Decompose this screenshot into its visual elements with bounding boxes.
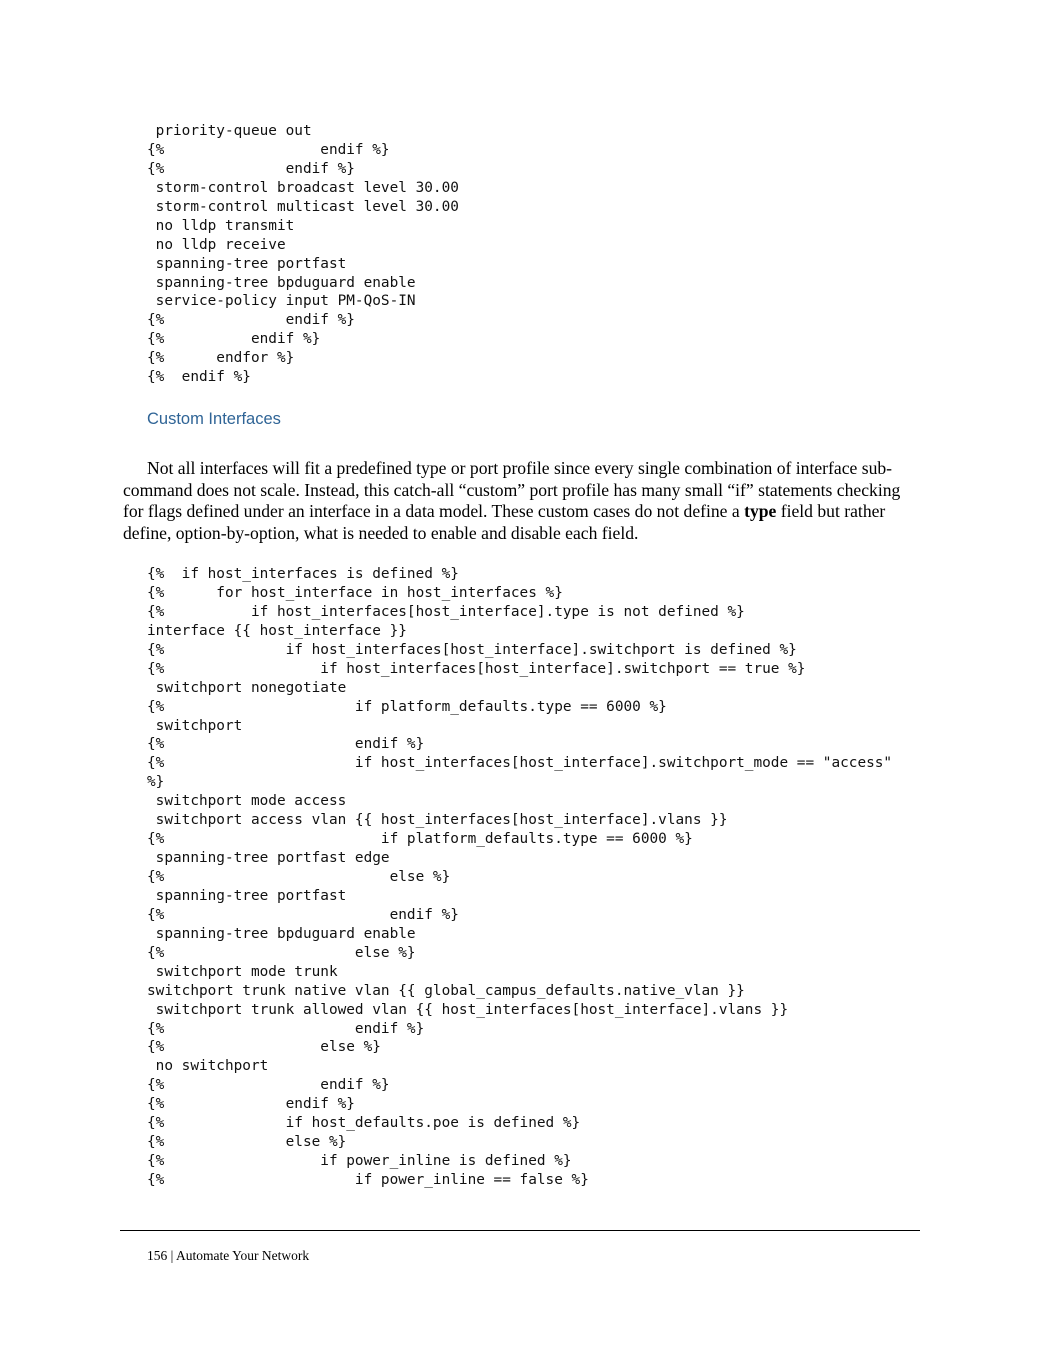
code-line: switchport xyxy=(147,717,243,734)
section-heading: Custom Interfaces xyxy=(147,410,281,428)
code-line: {% else %} xyxy=(147,1134,347,1151)
code-line: {% if host_defaults.poe is defined %} xyxy=(147,1115,581,1132)
code-line: interface {{ host_interface }} xyxy=(147,622,407,639)
code-line: {% if host_interfaces[host_interface].switchport == true %} xyxy=(147,660,806,677)
code-line: {% endif %} xyxy=(147,312,355,329)
code-line: switchport mode trunk xyxy=(147,963,338,980)
code-block-top xyxy=(147,122,459,387)
page-footer: 156 | Automate Your Network xyxy=(147,1248,310,1263)
code-line: {% else %} xyxy=(147,1039,381,1056)
code-line: {% endif %} xyxy=(147,1077,390,1094)
code-line: {% if platform_defaults.type == 6000 %} xyxy=(147,698,667,715)
code-line: switchport nonegotiate xyxy=(147,679,347,696)
paragraph-text-1: Not all interfaces will fit a predefined type or port profile since every single combination of interface sub-command does not scale. Instead, this catch-all “custom” port profile has many small “if” statements checking for flags defined under an interface in a data model. These custom cases do not define a xyxy=(123,458,901,522)
code-line: {% if host_interfaces[host_interface].switchport is defined %} xyxy=(147,641,797,658)
code-line: spanning-tree bpduguard enable xyxy=(147,925,416,942)
code-line: {% for host_interface in host_interfaces %} xyxy=(147,584,563,601)
paragraph-text-2: field but rather define, option-by-option, what is needed to enable and disable each field. xyxy=(123,501,886,544)
code-line: {% if power_inline == false %} xyxy=(147,1172,589,1188)
code-line: {% endif %} xyxy=(147,1020,425,1037)
code-line: {% if platform_defaults.type == 6000 %} xyxy=(147,831,693,848)
code-line: {% else %} xyxy=(147,944,416,961)
code-line: {% endif %} xyxy=(147,369,251,386)
code-line: storm-control multicast level 30.00 xyxy=(147,198,459,215)
code-line: {% endif %} xyxy=(147,736,425,753)
code-line: {% if host_interfaces[host_interface].type is not defined %} xyxy=(147,603,745,620)
code-line: switchport mode access xyxy=(147,793,347,810)
code-line: no lldp receive xyxy=(147,236,286,253)
code-line: priority-queue out xyxy=(147,123,312,139)
paragraph-bold-term: type xyxy=(744,501,777,522)
code-block-bottom xyxy=(147,565,892,1190)
code-line: no lldp transmit xyxy=(147,217,295,234)
code-line: {% if host_interfaces is defined %} xyxy=(147,566,459,582)
code-line: spanning-tree portfast xyxy=(147,255,347,272)
footer-divider xyxy=(120,1230,920,1231)
code-line: %} xyxy=(147,774,165,791)
code-line: {% endif %} xyxy=(147,1096,355,1113)
code-line: spanning-tree portfast edge xyxy=(147,850,390,867)
code-line: {% endif %} xyxy=(147,906,459,923)
code-line: {% endif %} xyxy=(147,331,321,348)
code-line: service-policy input PM-QoS-IN xyxy=(147,293,416,310)
code-line: {% if power_inline is defined %} xyxy=(147,1153,572,1170)
code-line: spanning-tree bpduguard enable xyxy=(147,274,416,291)
code-line: {% else %} xyxy=(147,869,451,885)
code-line: switchport trunk allowed vlan {{ host_interfaces[host_interface].vlans }} xyxy=(147,1001,789,1018)
body-paragraph xyxy=(123,458,913,545)
code-line: storm-control broadcast level 30.00 xyxy=(147,179,459,196)
code-line: no switchport xyxy=(147,1058,269,1075)
code-line: {% endif %} xyxy=(147,160,355,177)
code-line: switchport trunk native vlan {{ global_campus_defaults.native_vlan }} xyxy=(147,982,745,999)
code-line: {% endfor %} xyxy=(147,350,295,367)
code-line: switchport access vlan {{ host_interfaces[host_interface].vlans }} xyxy=(147,812,728,829)
code-line: spanning-tree portfast xyxy=(147,887,347,904)
code-line: {% endif %} xyxy=(147,141,390,158)
code-line: {% if host_interfaces[host_interface].switchport_mode == "access" xyxy=(147,755,893,772)
